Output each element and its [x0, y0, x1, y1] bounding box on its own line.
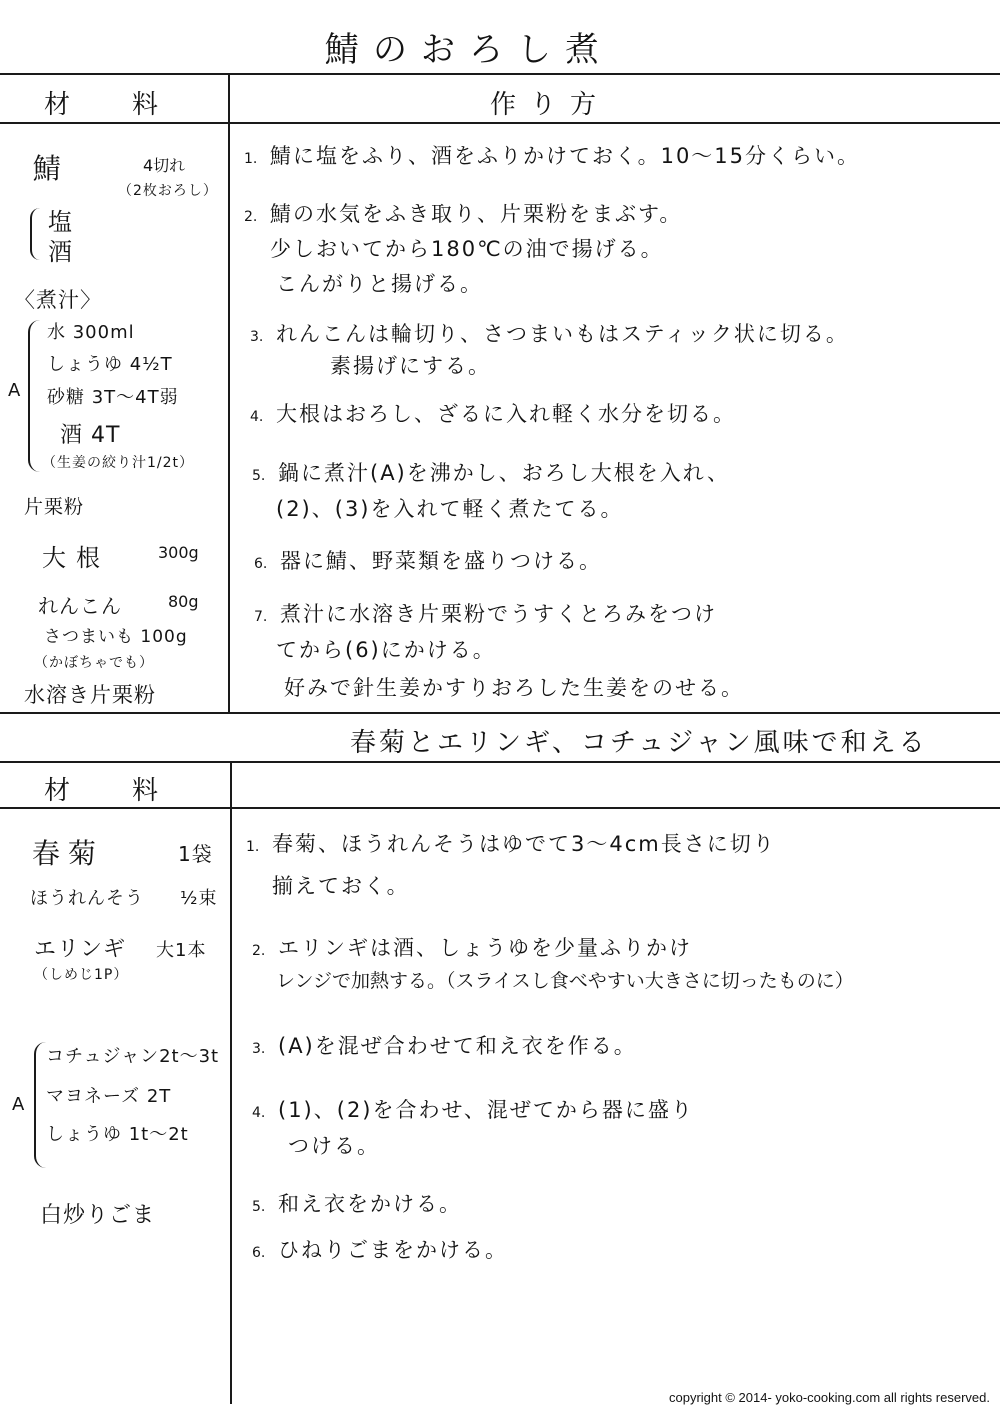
- method-header: 作り方: [490, 90, 611, 120]
- step-text: レンジで加熱する。（スライスし食べやすい大きさに切ったものに）: [276, 970, 854, 992]
- ingredient-shoyu: しょうゆ 4½T: [47, 354, 173, 375]
- ingredient-horenso: ほうれんそう: [30, 888, 144, 909]
- step-1: [244, 140, 860, 170]
- ingredient-daikon-amount: 300g: [158, 543, 199, 562]
- ingredient-eringi-amount: 大1本: [156, 940, 207, 961]
- step-number: 1.: [244, 151, 258, 167]
- step-number: 5.: [252, 1199, 266, 1215]
- step-text: 鯖に塩をふり、酒をふりかけておく。10〜15分くらい。: [270, 144, 861, 168]
- ingredient-renkon: れんこん: [38, 594, 122, 618]
- ingredient-mayo: マヨネーズ 2T: [46, 1086, 172, 1107]
- ingredient-kochujan: コチュジャン2t〜3t: [46, 1046, 220, 1067]
- step-number: 6.: [252, 1245, 266, 1261]
- header-divider-1: [0, 122, 1000, 124]
- step-text: (2)、(3)を入れて軽く煮たてる。: [276, 497, 624, 521]
- step-number: 5.: [252, 468, 266, 484]
- ingredient-goma: 白炒りごま: [40, 1203, 156, 1228]
- bracket-group-a-2: [34, 1042, 46, 1168]
- step-text: (1)、(2)を合わせ、混ぜてから器に盛り: [278, 1098, 694, 1122]
- step-text: 春菊、ほうれんそうはゆでて3〜4cm長さに切り: [272, 832, 776, 856]
- step-text: てから(6)にかける。: [276, 638, 496, 662]
- step-2-5: [252, 1188, 462, 1218]
- ingredient-eringi: エリンギ: [34, 937, 127, 962]
- ingredient-shoyu-2: しょうゆ 1t〜2t: [46, 1124, 189, 1145]
- section-divider-1: [0, 712, 1000, 714]
- column-divider-1: [228, 73, 230, 713]
- ingredient-satsumaimo: さつまいも 100g: [44, 627, 188, 647]
- step-4: [250, 398, 736, 428]
- step-text: 揃えておく。: [272, 874, 410, 898]
- header-divider-2: [0, 807, 1000, 809]
- step-text: つける。: [288, 1134, 380, 1158]
- step-number: 1.: [246, 839, 260, 855]
- nijiru-label: 〈煮汁〉: [14, 288, 102, 312]
- column-divider-2: [230, 761, 232, 1404]
- ingredient-mizutoki: 水溶き片栗粉: [24, 683, 156, 707]
- ingredients-header: 材 料: [44, 90, 177, 120]
- group-a-label: A: [8, 380, 22, 401]
- step-number: 2.: [252, 943, 266, 959]
- ingredient-shungiku: 春菊: [32, 837, 105, 870]
- step-text: ひねりごまをかける。: [278, 1238, 508, 1262]
- ingredient-renkon-amount: 80g: [168, 592, 199, 611]
- step-2-4: [252, 1094, 694, 1124]
- group-a-label-2: A: [12, 1094, 26, 1115]
- recipe-2-title: 春菊とエリンギ、コチュジャン風味で和える: [350, 728, 928, 758]
- step-text: 煮汁に水溶き片栗粉でうすくとろみをつけ: [280, 602, 717, 626]
- step-2: [244, 198, 682, 228]
- step-number: 3.: [252, 1041, 266, 1057]
- section-divider-2: [0, 761, 1000, 763]
- step-number: 4.: [250, 409, 264, 425]
- ingredient-sake: 酒: [48, 238, 73, 266]
- ingredient-saba: 鯖: [33, 152, 63, 185]
- ingredient-daikon: 大根: [42, 544, 110, 572]
- step-number: 7.: [254, 609, 268, 625]
- step-number: 3.: [250, 329, 264, 345]
- copyright-footer: copyright © 2014- yoko-cooking.com all rights reserved.: [668, 1390, 990, 1405]
- ingredient-katakuriko: 片栗粉: [24, 496, 85, 518]
- step-text: 鯖の水気をふき取り、片栗粉をまぶす。: [270, 202, 683, 226]
- step-2-2: [252, 932, 692, 962]
- ingredient-horenso-amount: ½束: [180, 888, 218, 909]
- step-2-3: [252, 1030, 637, 1060]
- ingredients-header-2: 材 料: [44, 776, 177, 806]
- step-text: エリンギは酒、しょうゆを少量ふりかけ: [278, 936, 692, 960]
- step-text: 鍋に煮汁(A)を沸かし、おろし大根を入れ、: [278, 461, 731, 485]
- ingredient-shio: 塩: [48, 208, 73, 236]
- step-2-6: [252, 1234, 508, 1264]
- ingredient-saba-note: （2枚おろし）: [118, 183, 218, 199]
- ingredient-sake-2: 酒 4T: [60, 423, 121, 448]
- bracket-group-a: [28, 320, 40, 472]
- recipe-title: 鯖のおろし煮: [325, 30, 613, 70]
- ingredient-shungiku-amount: 1袋: [178, 842, 213, 866]
- ingredient-shimeji: （しめじ1P）: [34, 967, 129, 983]
- step-text: 好みで針生姜かすりおろした生姜をのせる。: [284, 676, 744, 700]
- step-text: こんがりと揚げる。: [276, 272, 483, 296]
- step-6: [254, 545, 602, 575]
- step-number: 6.: [254, 556, 268, 572]
- step-number: 2.: [244, 209, 258, 225]
- ingredient-mizu: 水 300ml: [47, 322, 135, 343]
- step-text: 器に鯖、野菜類を盛りつける。: [280, 549, 602, 573]
- step-5: [252, 457, 730, 487]
- step-text: 少しおいてから180℃の油で揚げる。: [270, 237, 664, 261]
- step-text: れんこんは輪切り、さつまいもはスティック状に切る。: [276, 322, 849, 346]
- step-text: 素揚げにする。: [330, 354, 491, 378]
- step-2-1: [246, 828, 776, 858]
- step-text: 和え衣をかける。: [278, 1192, 462, 1216]
- ingredient-saba-amount: 4切れ: [143, 156, 186, 175]
- step-number: 4.: [252, 1105, 266, 1121]
- bracket-salt-sake: [30, 208, 40, 260]
- step-7: [254, 598, 717, 628]
- step-3: [250, 318, 849, 348]
- step-text: (A)を混ぜ合わせて和え衣を作る。: [278, 1034, 637, 1058]
- ingredient-kabocha: （かぼちゃでも）: [34, 655, 154, 671]
- title-divider: [0, 73, 1000, 75]
- step-text: 大根はおろし、ざるに入れ軽く水分を切る。: [276, 402, 736, 426]
- ingredient-shoga: （生姜の絞り汁1/2t）: [42, 455, 195, 471]
- ingredient-sato: 砂糖 3T〜4T弱: [47, 387, 179, 408]
